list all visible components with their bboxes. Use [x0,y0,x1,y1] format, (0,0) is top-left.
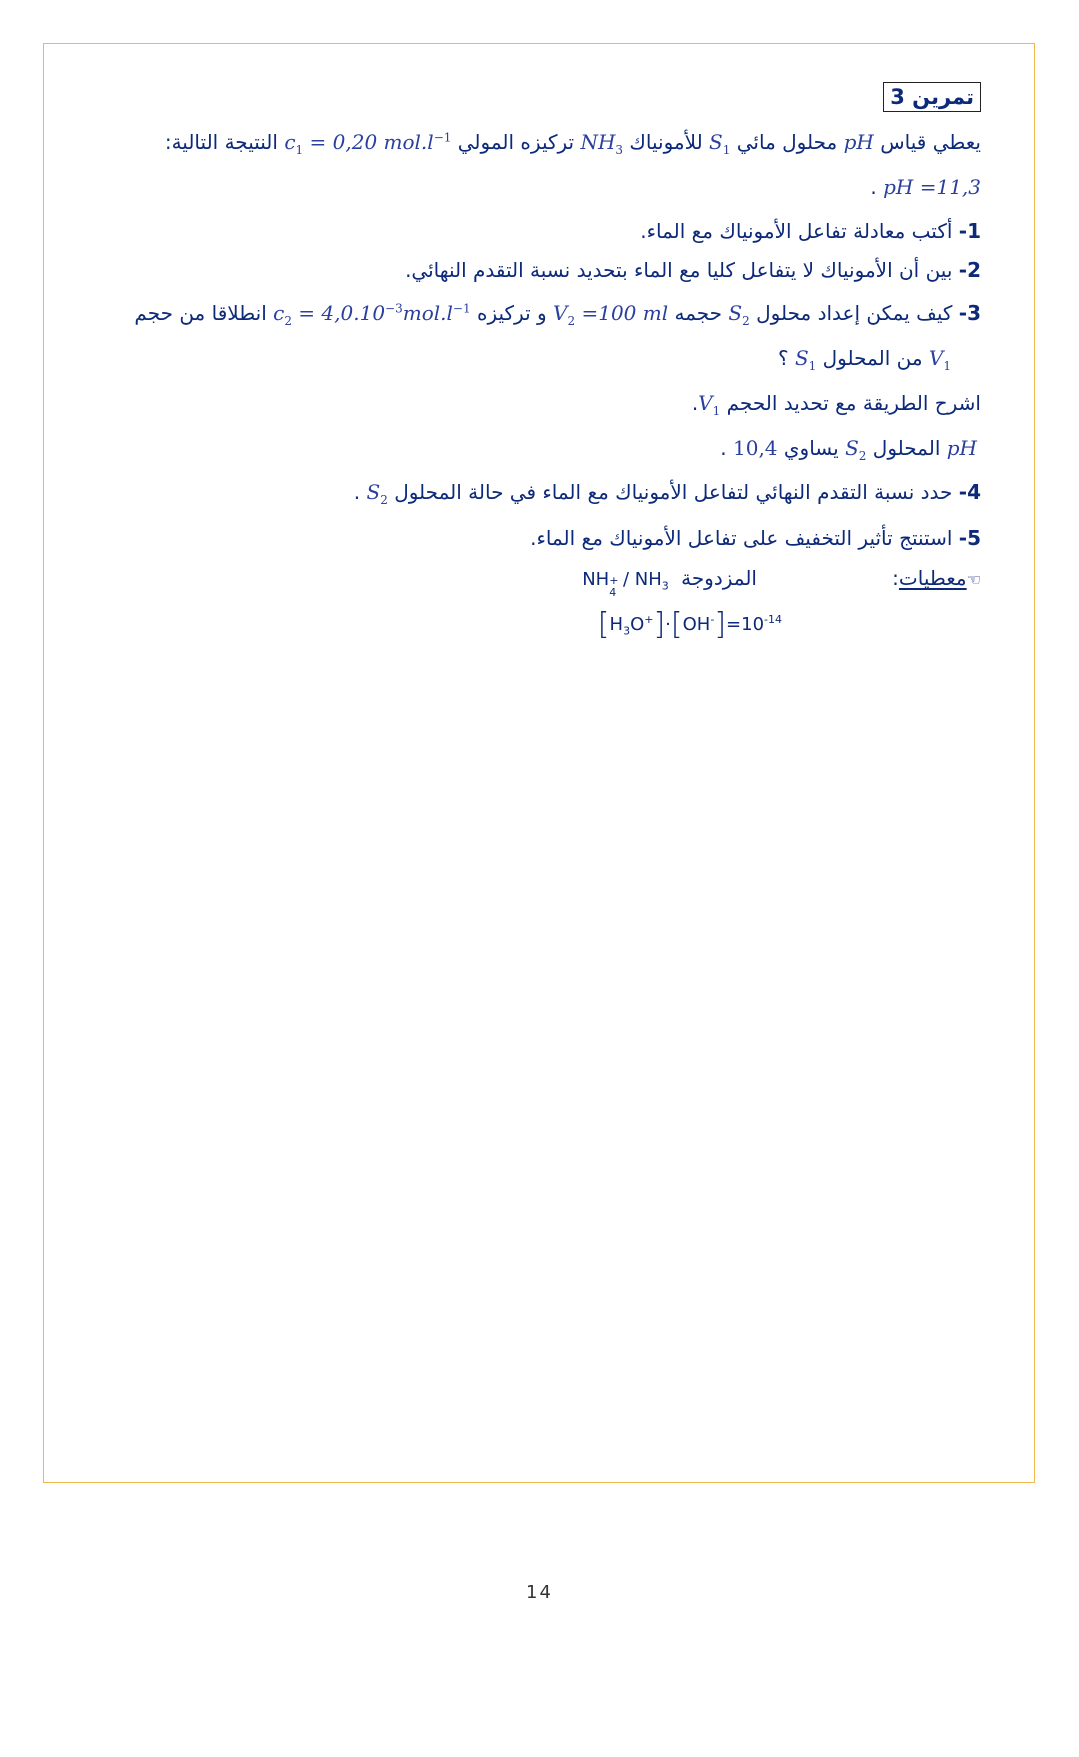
question-mark: ؟ [777,346,789,370]
intro-line-1 [165,127,981,157]
s2-symbol-2: $S_2$ [845,436,867,463]
ph-symbol: pH [843,130,874,154]
question-1-number: 1- [958,219,981,243]
explain-dot: . [691,391,699,415]
intro-text-3: للأمونياك [629,130,703,154]
question-3-text-1: كيف يمكن إعداد محلول [756,301,953,325]
v1-symbol: $V_1$ [928,346,951,373]
c2-expression: $c_2 = 4,0.10^{-3}mol.l^{-1}$ [273,301,471,328]
question-3 [134,298,981,328]
couple-formula-text [582,565,583,566]
ph-symbol-2: pH [946,436,977,460]
pointing-hand-icon: ☜ [966,570,981,589]
explain-text: اشرح الطريقة مع تحديد الحجم [726,391,981,415]
question-1-text: أكتب معادلة تفاعل الأمونياك مع الماء. [640,219,953,243]
nh3-symbol: $NH_3$ [580,130,624,157]
v2-expression: $V_2 =100$ ml [553,301,669,328]
question-4-dot: . [353,480,361,504]
intro-line-2 [870,172,981,202]
question-3-text-5: من المحلول [822,346,923,370]
question-3-number: 3- [958,301,981,325]
question-3-line-2 [778,343,951,373]
question-4-number: 4- [958,480,981,504]
ph-s2-line [720,433,977,463]
intro-text-5: النتيجة التالية: [164,130,278,154]
question-2-text: بين أن الأمونياك لا يتفاعل كليا مع الماء بتحديد نسبة التقدم النهائي. [405,258,953,282]
ph-s2-value: 10,4 [733,436,778,460]
question-2-number: 2- [958,258,981,282]
page-number: 14 [526,1582,553,1603]
s2-symbol-3: $S_2$ [366,480,388,507]
ph-s2-dot: . [720,436,727,460]
question-5 [530,523,981,553]
couple-label: المزدوجة [681,566,757,590]
question-2 [405,255,981,285]
couple-formula-render: NH + 4 / $NH_3$ [582,569,669,599]
question-5-number: 5- [958,526,981,550]
ph-value: pH =11,3 [883,175,981,199]
question-3-text-4: انطلاقا من حجم [134,301,267,325]
ke-expression-render: $[H_3O^+]\cdot[OH^-]=10^{-14}$ [597,607,782,642]
given-data-colon: : [892,566,899,590]
question-4-text: حدد نسبة التقدم النهائي لتفاعل الأمونياك مع الماء في حالة المحلول [394,480,953,504]
given-data-line [892,563,981,595]
c1-expression: $c_1 = 0,20$ $mol.l^{-1}$ [284,130,452,157]
ph-s2-text-1: المحلول [872,436,941,460]
question-4 [354,477,981,507]
s2-symbol: $S_2$ [728,301,750,328]
intro-text-1: يعطي قياس [880,130,981,154]
explain-line [692,388,981,418]
intro-dot: . [870,175,877,199]
question-3-text-2: حجمه [674,301,723,325]
couple-line [582,563,757,599]
question-5-text: استنتج تأثير التخفيف على تفاعل الأمونياك مع الماء. [530,526,953,550]
question-3-text-3: و تركيزه [476,301,547,325]
ke-line [598,608,782,640]
s1-symbol: $S_1$ [709,130,731,157]
couple-formula [582,565,669,599]
question-1 [640,216,981,246]
intro-text-4: تركيزه المولي [457,130,575,154]
given-data-label: معطيات [898,566,967,590]
ph-s2-text-2: يساوي [783,436,839,460]
s1-symbol-2: $S_1$ [794,346,817,373]
exercise-title: تمرين 3 [883,82,981,112]
v1-symbol-2: $V_1$ [698,391,721,418]
ke-expression [597,607,782,642]
intro-text-2: محلول مائي [736,130,838,154]
